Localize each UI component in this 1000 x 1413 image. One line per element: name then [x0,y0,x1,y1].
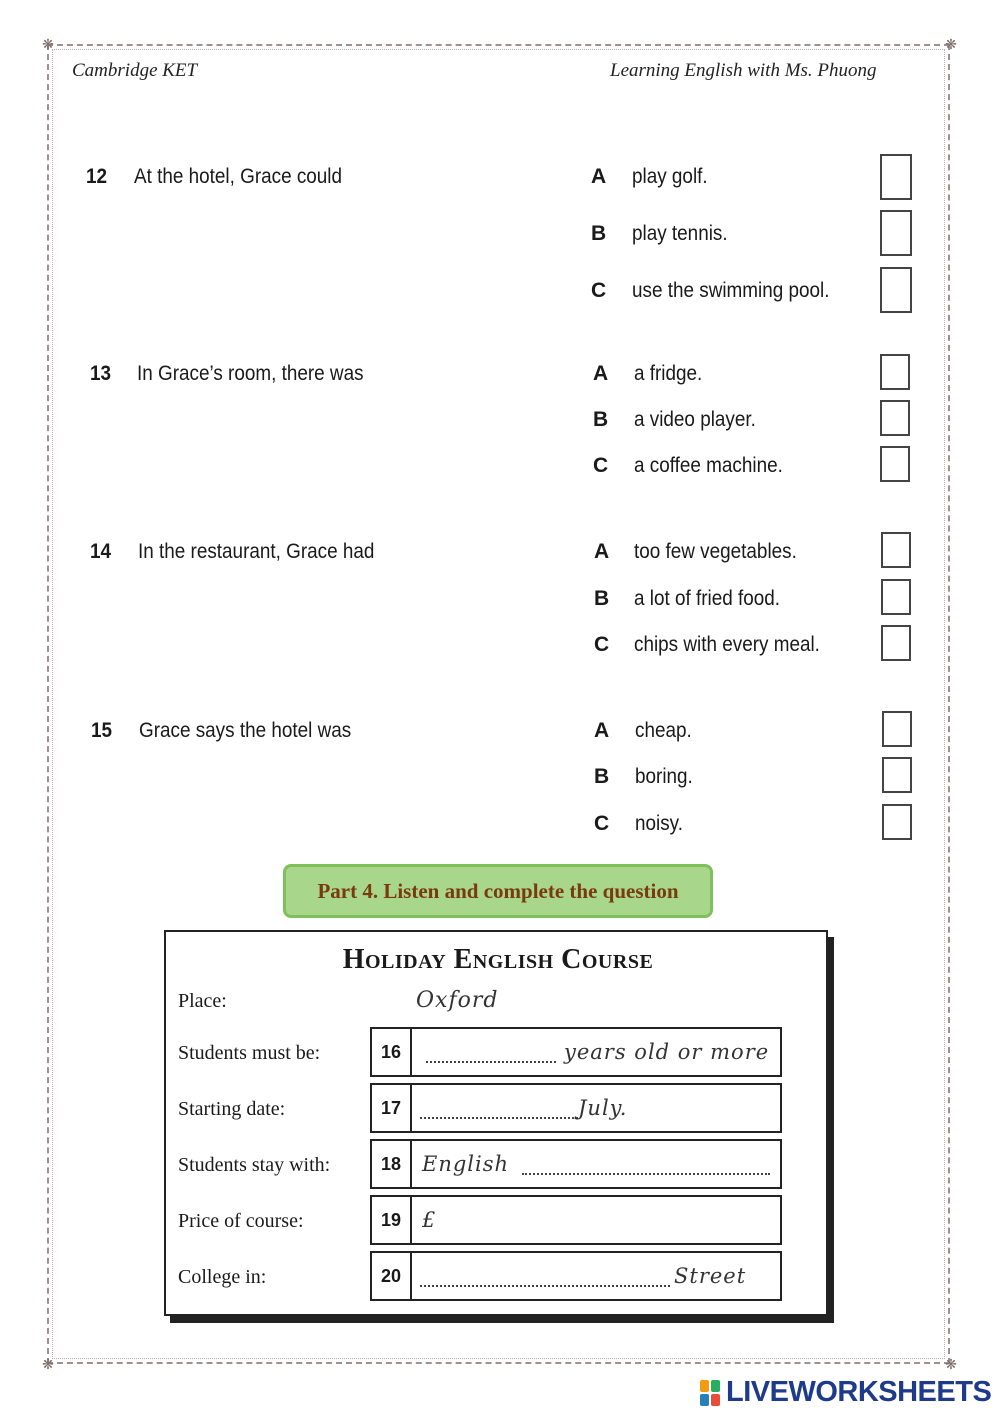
option-text: noisy. [635,812,683,835]
corner-ornament-icon: ❋ [945,37,957,53]
answer-suffix: July. [578,1096,628,1120]
header-left: Cambridge KET [72,60,198,81]
answer-field-20[interactable] [412,1251,782,1301]
option-letter: C [593,454,609,477]
option-letter: A [591,165,607,188]
question-text: In Grace’s room, there was [137,362,364,385]
answer-prefix: £ [422,1208,437,1232]
form-row-label: Students must be: [178,1042,321,1064]
form-row-label: College in: [178,1266,267,1288]
answer-checkbox[interactable] [882,804,912,840]
option-text: a lot of fried food. [634,587,781,610]
question-text: In the restaurant, Grace had [138,540,375,563]
answer-field-18[interactable] [412,1139,782,1189]
corner-ornament-icon: ❋ [42,1357,54,1373]
part-4-banner [283,864,713,918]
header-right: Learning English with Ms. Phuong [610,60,877,81]
answer-blank [426,1061,556,1063]
answer-checkbox[interactable] [881,579,911,615]
option-text: too few vegetables. [634,540,797,563]
answer-checkbox[interactable] [880,400,910,436]
answer-field-19[interactable] [412,1195,782,1245]
form-row-label: Starting date: [178,1098,286,1120]
holiday-course-form [164,930,828,1316]
question-number: 12 [86,165,108,188]
option-text: use the swimming pool. [632,279,830,302]
answer-checkbox[interactable] [882,711,912,747]
form-row-number: 18 [370,1139,412,1189]
option-letter: A [593,362,609,385]
form-row-number: 20 [370,1251,412,1301]
form-row-number: 17 [370,1083,412,1133]
answer-checkbox[interactable] [880,210,912,256]
answer-checkbox[interactable] [880,267,912,313]
place-value: Oxford [416,988,499,1013]
answer-suffix: years old or more [564,1040,770,1064]
option-letter: B [594,765,610,788]
answer-blank [420,1117,578,1119]
answer-checkbox[interactable] [881,532,911,568]
form-row-label: Price of course: [178,1210,304,1232]
corner-ornament-icon: ❋ [42,37,54,53]
form-row-number: 16 [370,1027,412,1077]
option-letter: A [594,540,610,563]
option-letter: B [594,587,610,610]
option-text: a video player. [634,408,756,431]
answer-blank [522,1173,770,1175]
logo-text: LIVEWORKSHEETS [726,1376,992,1408]
option-text: play golf. [632,165,708,188]
question-number: 14 [90,540,112,563]
answer-checkbox[interactable] [881,625,911,661]
part-4-banner-text: Part 4. Listen and complete the question [317,878,679,903]
place-label: Place: [178,990,227,1012]
answer-field-17[interactable] [412,1083,782,1133]
question-number: 15 [91,719,113,742]
answer-prefix: English [422,1152,510,1176]
answer-checkbox[interactable] [880,154,912,200]
option-text: a fridge. [634,362,703,385]
option-letter: A [594,719,610,742]
answer-checkbox[interactable] [880,446,910,482]
form-row-label: Students stay with: [178,1154,331,1176]
form-title: Holiday English Course [342,944,654,975]
form-row-19 [370,1195,782,1245]
form-row-number: 19 [370,1195,412,1245]
option-letter: C [591,279,607,302]
option-letter: C [594,633,610,656]
option-text: boring. [635,765,693,788]
answer-checkbox[interactable] [880,354,910,390]
question-text: Grace says the hotel was [139,719,352,742]
form-row-16 [370,1027,782,1077]
option-text: play tennis. [632,222,728,245]
question-text: At the hotel, Grace could [134,165,343,188]
question-number: 13 [90,362,112,385]
answer-suffix: Street [674,1264,747,1288]
form-row-18 [370,1139,782,1189]
option-text: a coffee machine. [634,454,783,477]
answer-field-16[interactable] [412,1027,782,1077]
form-row-20 [370,1251,782,1301]
answer-blank [420,1285,670,1287]
liveworksheets-logo[interactable] [700,1376,991,1409]
liveworksheets-logo-icon [700,1379,722,1407]
answer-checkbox[interactable] [882,757,912,793]
option-letter: C [594,812,610,835]
form-row-17 [370,1083,782,1133]
option-letter: B [591,222,607,245]
corner-ornament-icon: ❋ [945,1357,957,1373]
option-text: chips with every meal. [634,633,820,656]
option-letter: B [593,408,609,431]
option-text: cheap. [635,719,692,742]
